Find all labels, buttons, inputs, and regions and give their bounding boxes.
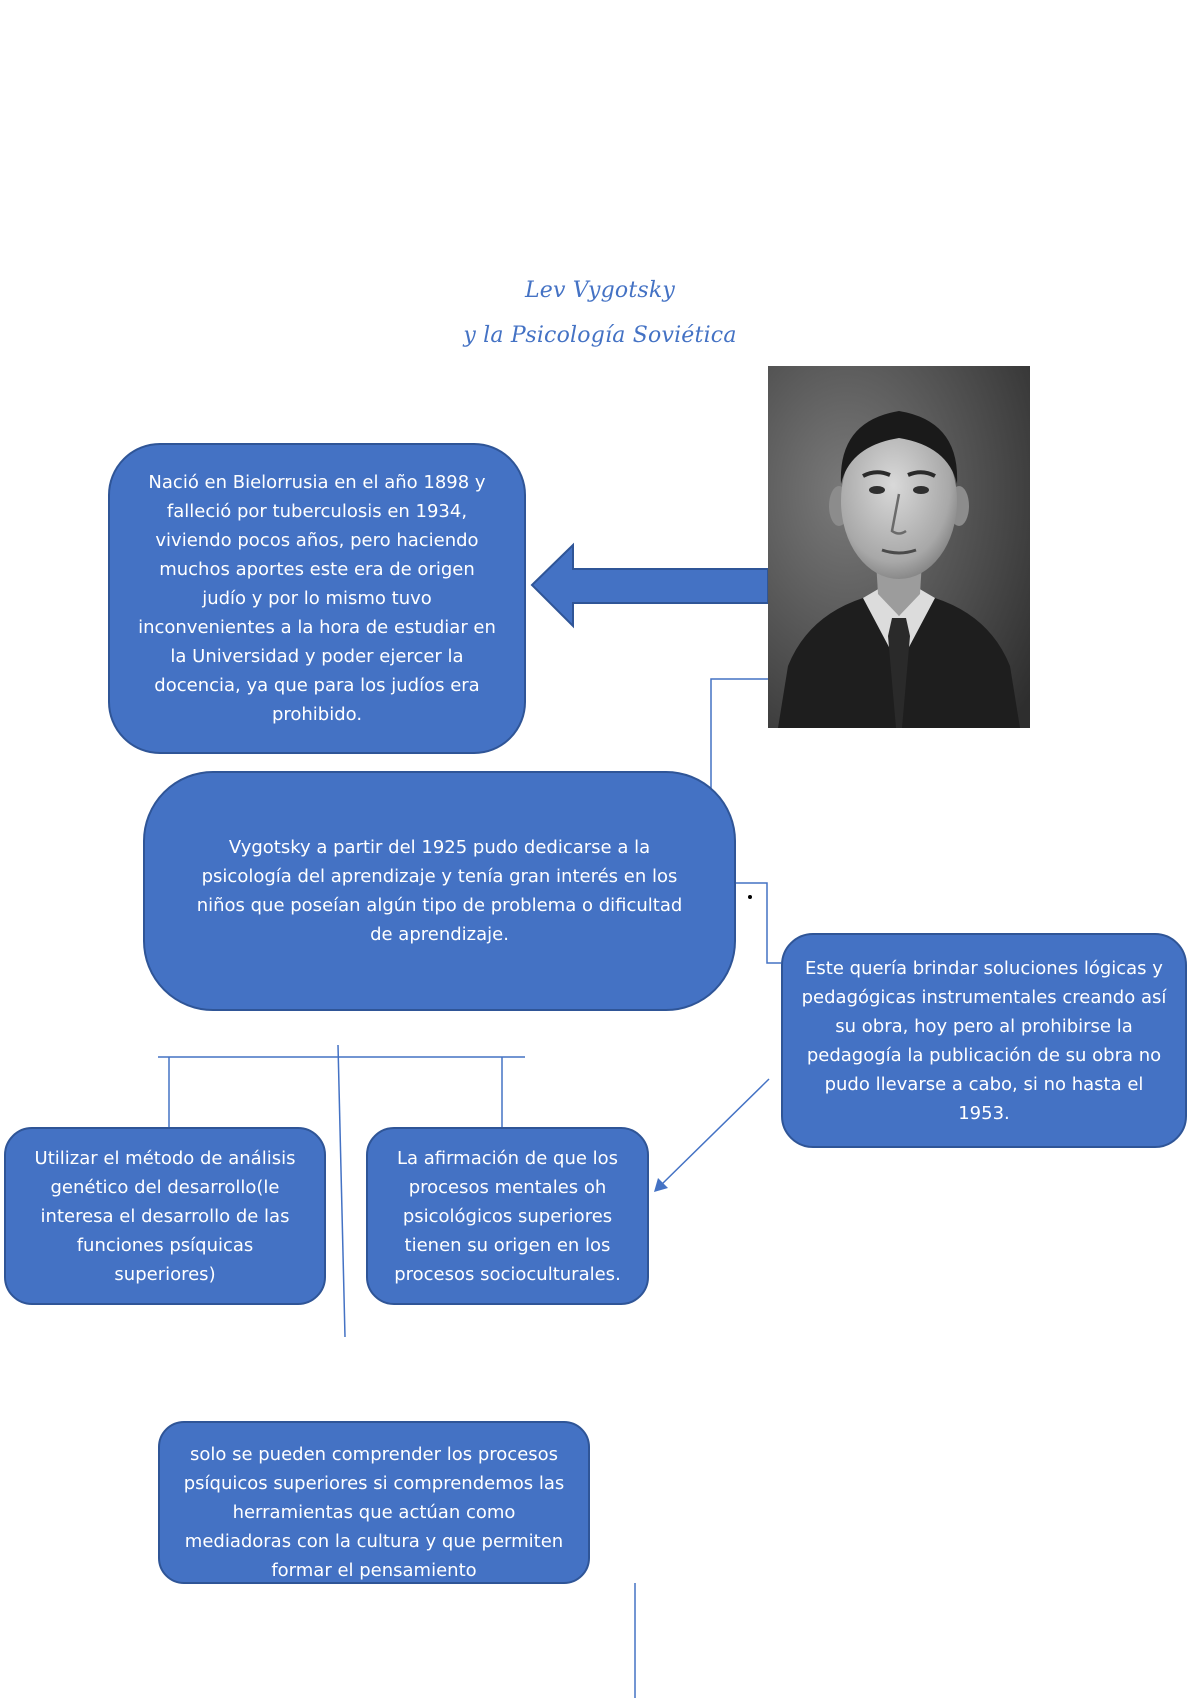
genetic-method-box xyxy=(4,1127,326,1305)
title-line-2: y la Psicología Soviética xyxy=(463,323,737,348)
title-line-1: Lev Vygotsky xyxy=(524,278,676,303)
stray-dot xyxy=(748,895,752,899)
learning-1925-text: Vygotsky a partir del 1925 pudo dedicarse a la psicología del aprendizaje y tenía gran interés en los niños que poseían algún tipo de problema o dificultad de aprendizaje. xyxy=(196,837,683,945)
branch-center-line xyxy=(338,1045,345,1337)
connector-solutions-to-affirmation xyxy=(660,1079,769,1186)
sociocultural-affirmation-box xyxy=(366,1127,649,1305)
connector-portrait-to-1925 xyxy=(711,679,768,789)
birth-info-box xyxy=(108,443,526,754)
connector-1925-to-solutions xyxy=(736,883,781,963)
genetic-method-text: Utilizar el método de análisis genético del desarrollo(le interesa el desarrollo de las funciones psíquicas superiores) xyxy=(34,1147,296,1285)
mediating-tools-box xyxy=(158,1421,590,1584)
learning-1925-box xyxy=(143,771,736,1011)
sociocultural-affirmation-text: La afirmación de que los procesos mentales oh psicológicos superiores tienen su origen en los procesos socioculturales. xyxy=(394,1147,621,1285)
solutions-text: Este quería brindar soluciones lógicas y pedagógicas instrumentales creando así su obra, hoy pero al prohibirse la pedagogía la publicación de su obra no pudo llevarse a cabo, si no hasta el 1953. xyxy=(801,957,1167,1124)
mediating-tools-text: solo se pueden comprender los procesos psíquicos superiores si comprendemos las herramientas que actúan como mediadoras con la cultura y que permiten formar el pensamiento xyxy=(183,1444,565,1581)
left-block-arrow-icon xyxy=(532,545,768,626)
portrait-photo-icon xyxy=(768,366,1030,728)
birth-info-text: Nació en Bielorrusia en el año 1898 y falleció por tuberculosis en 1934, viviendo pocos años, pero haciendo muchos aportes este era de origen judío y por lo mismo tuvo inconvenientes a la hora de estudiar en la Universidad y poder ejercer la docencia, ya que para los judíos era prohibido. xyxy=(138,472,496,725)
solutions-box xyxy=(781,933,1187,1148)
